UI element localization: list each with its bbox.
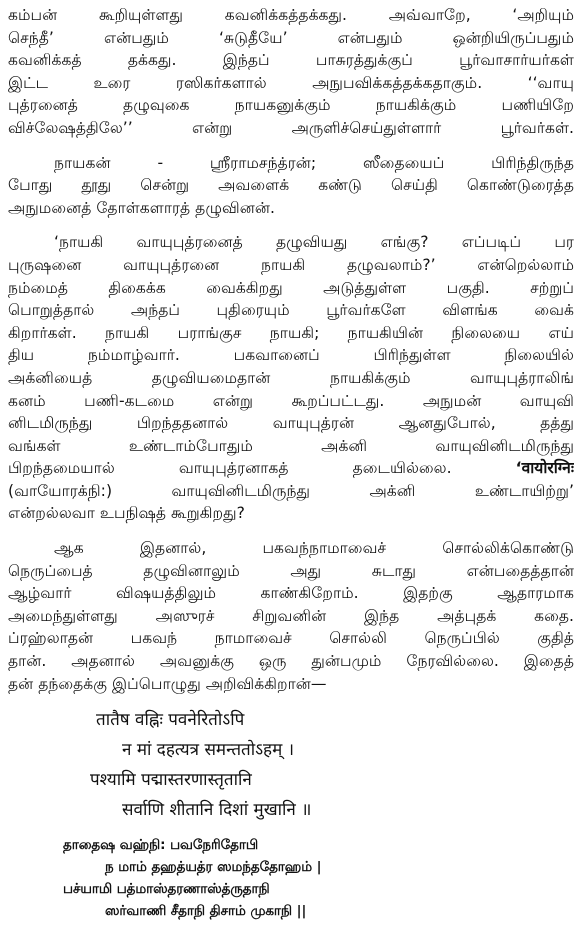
- text-line: (வாயோரக்நி:) வாயுவினிடமிருந்து அக்னி உண்டாயிற்று’: [8, 481, 574, 500]
- text-line: பொறுத்தால் அந்தப் புதிரையும் பூர்வர்களே விளங்க வைக்: [8, 301, 574, 320]
- text-line-with-quote: [8, 457, 574, 480]
- paragraph-4: [8, 537, 574, 695]
- text-line: புருஷனை வாயுபுத்ரனை நாயகி தழுவலாம்?’ என்றெல்லாம்: [8, 255, 574, 274]
- text-line: தான். அதனால் அவனுக்கு ஒரு துன்பமும் நேரவில்லை. இதைத்: [8, 652, 574, 671]
- text-line: அக்னியைத் தழுவியமைதான் நாயகிக்கும் வாயுபுத்ராலிங்: [8, 368, 574, 387]
- transliteration-line: பச்யாமி பத்மாஸ்தரணாஸ்த்ருதாநி: [63, 882, 270, 898]
- paragraph-2: [8, 152, 574, 220]
- page-text: [8, 4, 574, 923]
- tamil-transliteration: [8, 835, 574, 923]
- text-segment: பிறந்தமையால் வாயுபுத்ரனாகத் தடையில்லை.: [8, 459, 452, 478]
- text-line: அமைந்துள்ளது அஸுரச் சிறுவனின் இந்த அத்புதக் கதை.: [8, 606, 574, 625]
- text-line: கிறார்கள். நாயகி பராங்குச நாயகி; நாயகியின் நிலையை எய்: [8, 323, 574, 342]
- text-line: கம்பன் கூறியுள்ளது கவனிக்கத்தக்கது. அவ்வாறே, ‘அறியும்: [8, 6, 574, 24]
- text-line: கவனிக்கத் தக்கது. இந்தப் பாசுரத்துக்குப் பூர்வாசார்யர்கள்: [8, 51, 574, 70]
- paragraph-3: [8, 231, 574, 525]
- text-line: இட்ட உரை ரஸிகர்களால் அநுபவிக்கத்தக்கதாகும். ‘‘வாயு: [8, 73, 574, 92]
- text-line: தன் தந்தைக்கு இப்பொழுது அறிவிக்கிறான்—: [8, 674, 327, 693]
- verse-line: पश्यामि पद्मास्तरणास्तृतानि: [90, 770, 252, 791]
- text-line: ஆழ்வார் விஷயத்திலும் காண்கிறோம். இதற்கு ஆதாரமாக: [8, 584, 574, 603]
- text-line: என்றல்லவா உபநிஷத் கூறுகிறது?: [8, 504, 245, 523]
- text-line: நாயகன் - ஸ்ரீராமசந்த்ரன்; ஸீதையைப் பிரிந்திருந்த: [54, 153, 574, 172]
- transliteration-line: ந மாம் தஹத்யத்ர ஸமந்ததோஹம் |: [105, 860, 322, 876]
- text-line: திய நம்மாழ்வார். பகவானைப் பிரிந்துள்ள நிலையில்: [8, 346, 574, 365]
- text-line: நெருப்பைத் தழுவினாலும் அது சுடாது என்பதைத்தான்: [8, 561, 574, 580]
- text-line: செந்தீ’ என்பதும் ‘சுடுதீயே’ என்பதும் ஒன்றியிருப்பதும்: [8, 28, 574, 47]
- transliteration-line: ஸர்வாணி சீதாநி திசாம் முகாநி ||: [105, 904, 307, 920]
- text-line: போது தூது சென்று அவளைக் கண்டு செய்தி கொண்டுரைத்த: [8, 176, 574, 195]
- paragraph-1: [8, 4, 574, 140]
- verse-line: सर्वाणि शीतानि दिशां मुखानि ॥: [122, 800, 312, 821]
- transliteration-line: தாதைஷ வஹ்நி: பவநேரிதோபி: [63, 838, 259, 854]
- verse-line: तातैष वह्निः पवनेरितोऽपि: [96, 710, 245, 731]
- text-line: ஆக இதனால், பகவந்நாமாவைச் சொல்லிக்கொண்டு: [54, 539, 574, 558]
- sanskrit-verse: [8, 705, 574, 825]
- text-line: ‘நாயகி வாயுபுத்ரனைத் தழுவியது எங்கு? எப்படிப் பர: [54, 233, 574, 252]
- text-line: விச்லேஷத்திலே’’ என்று அருளிச்செய்துள்ளார் பூர்வர்கள்.: [8, 118, 574, 137]
- text-line: அநுமனைத் தோள்களாரத் தழுவினன்.: [8, 198, 275, 217]
- text-line: கனம் பணி-கடமை என்று கூறப்பட்டது. அநுமன் வாயுவி: [8, 391, 574, 410]
- text-line: வங்கள் உண்டாம்போதும் அக்னி வாயுவினிடமிருந்து: [8, 436, 574, 455]
- text-line: னிடமிருந்து பிறந்ததனால் வாயுபுத்ரன் ஆனதுபோல், தத்து: [8, 414, 574, 433]
- sanskrit-inline-quote: ‘वायोरग्निः: [515, 459, 574, 478]
- text-line: புத்ரனைத் தழுவுகை நாயகனுக்கும் நாயகிக்கும் பணியிறே: [8, 96, 574, 115]
- text-line: நம்மைத் திகைக்க வைக்கிறது அடுத்துள்ள பகுதி. சற்றுப்: [8, 278, 574, 297]
- text-line: ப்ரஹ்லாதன் பகவந் நாமாவைச் சொல்லி நெருப்பில் குதித்: [8, 629, 574, 648]
- verse-line: न मां दहत्यत्र समन्ततोऽहम् ।: [122, 740, 295, 761]
